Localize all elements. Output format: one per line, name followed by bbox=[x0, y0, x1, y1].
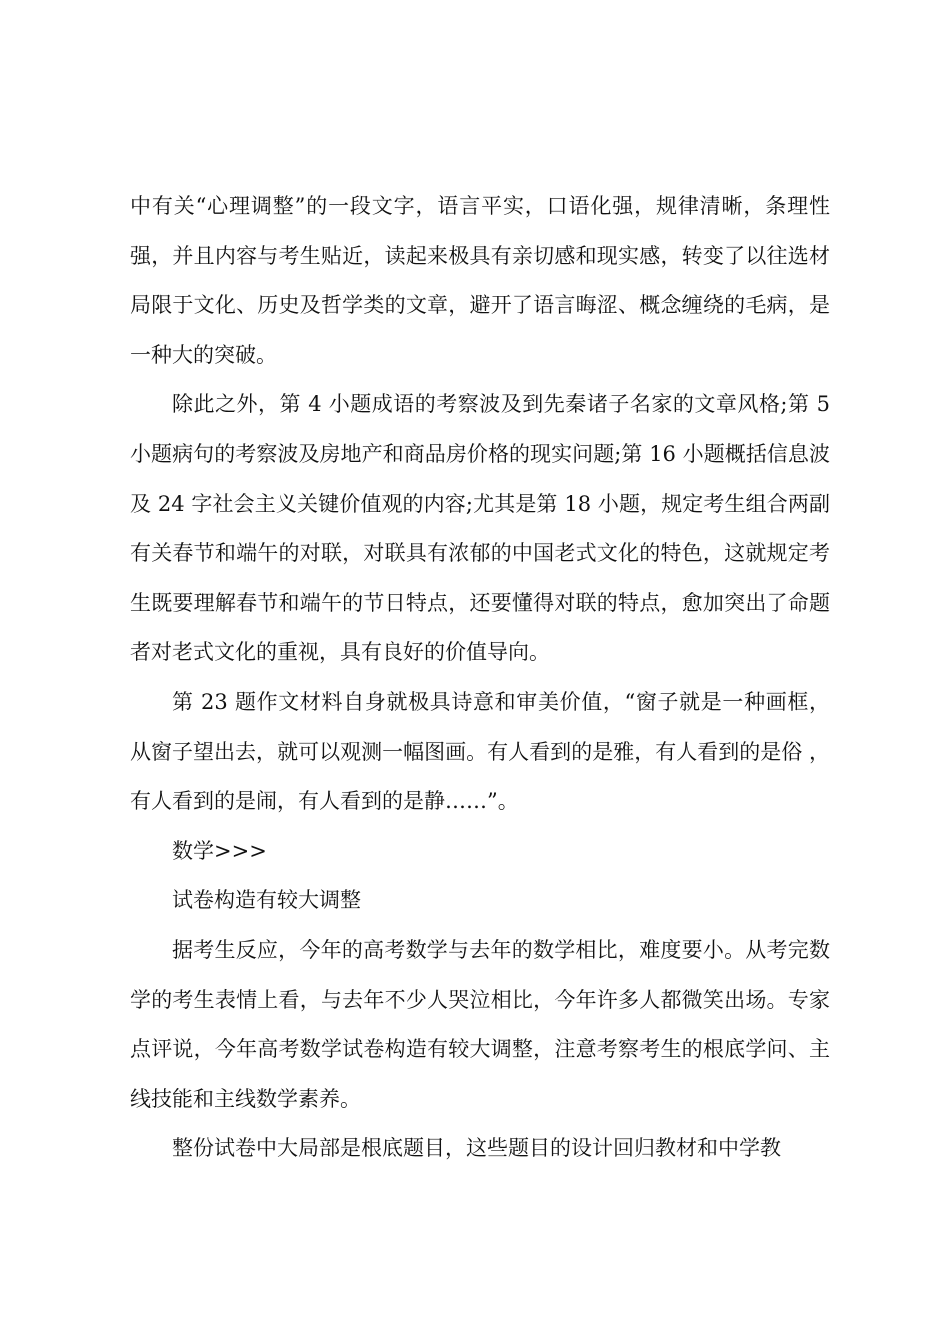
document-body bbox=[130, 182, 830, 1174]
paragraph-basic-questions: 整份试卷中大局部是根底题目，这些题目的设计回归教材和中学教 bbox=[172, 1136, 781, 1161]
subheading-structure: 试卷构造有较大调整 bbox=[172, 888, 361, 913]
paragraph-essay-question: 第 23 题作文材料自身就极具诗意和审美价值，“窗子就是一种画框，从窗子望出去，就可以观测一幅图画。有人看到的是雅，有人看到的是俗 ，有人看到的是闹，有人看到的是静……”。 bbox=[130, 689, 830, 814]
paragraph-other-questions: 除此之外，第 4 小题成语的考察波及到先秦诸子名家的文章风格;第 5 小题病句的考察波及房地产和商品房价格的现实问题;第 16 小题概括信息波及 24 字社会主义关键价值观的内容;尤其是第 18 小题，规定考生组合两副有关春节和端午的对联，对联具有浓郁的中国老式文化的特色，这就规定考生既要理解春节和端午的节日特点，还要懂得对联的特点，愈加突出了命题者对老式文化的重视，具有良好的价值导向。 bbox=[130, 392, 830, 665]
section-heading-math: 数学>>> bbox=[172, 838, 267, 863]
paragraph-math-feedback: 据考生反应，今年的高考数学与去年的数学相比，难度要小。从考完数学的考生表情上看，与去年不少人哭泣相比，今年许多人都微笑出场。专家点评说，今年高考数学试卷构造有较大调整，注意考察考生的根底学问、主线技能和主线数学素养。 bbox=[130, 937, 830, 1111]
paragraph-continuation: 中有关“心理调整”的一段文字，语言平实，口语化强，规律清晰，条理性强，并且内容与考生贴近，读起来极具有亲切感和现实感，转变了以往选材局限于文化、历史及哲学类的文章，避开了语言晦涩、概念缠绕的毛病，是一种大的突破。 bbox=[130, 194, 830, 367]
